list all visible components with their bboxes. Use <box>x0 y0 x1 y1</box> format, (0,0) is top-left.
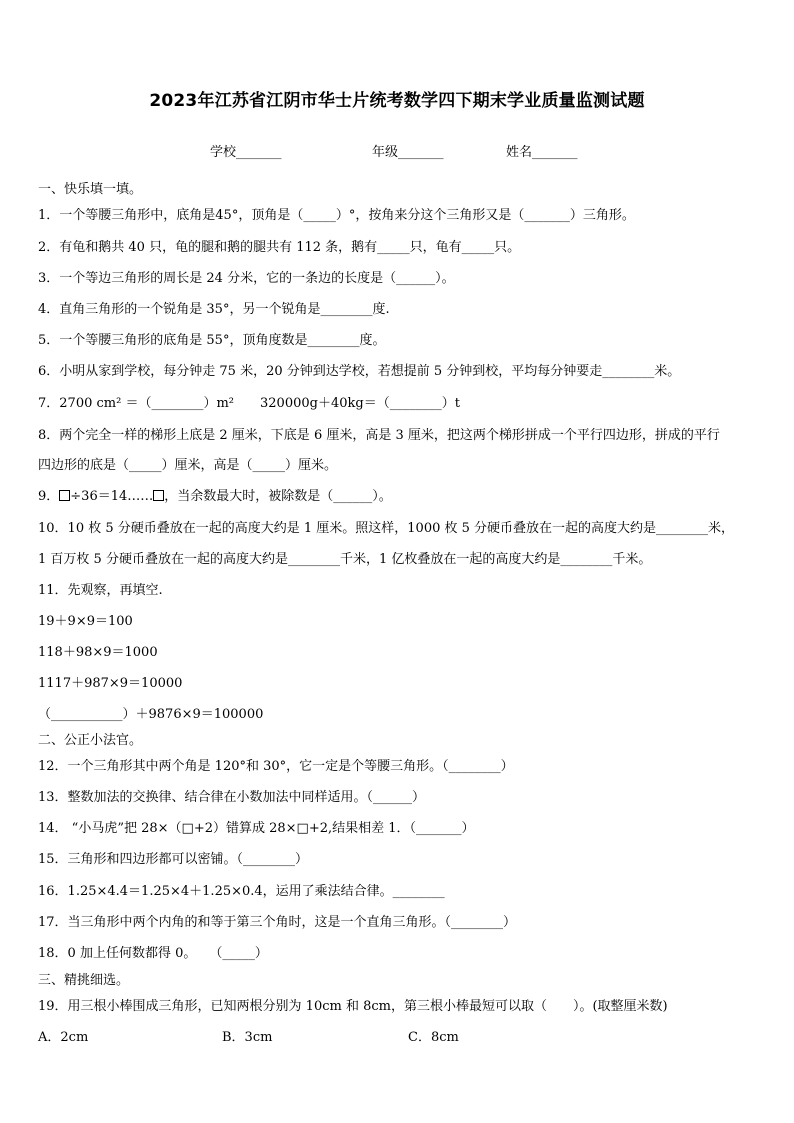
question-14: 14． “小马虎”把 28×（□+2）错算成 28×□+2,结果相差 1．（_______） <box>38 821 475 836</box>
question-4: 4．直角三角形的一个锐角是 35°，另一个锐角是________度. <box>38 302 390 317</box>
question-9-text: ，当余数最大时，被除数是（______）。 <box>164 489 392 504</box>
equation-3: 1117＋987×9＝10000 <box>38 676 183 691</box>
question-7-part-a: 7．2700 cm² ＝（________）m² <box>38 396 234 411</box>
question-7 <box>38 396 758 412</box>
question-5: 5．一个等腰三角形的底角是 55°，顶角度数是________度。 <box>38 333 386 348</box>
question-6: 6．小明从家到学校，每分钟走 75 米，20 分钟到达学校，若想提前 5 分钟到校，平均每分钟要走________米。 <box>38 364 681 379</box>
grade-field: 年级_______ <box>372 145 444 160</box>
question-3: 3．一个等边三角形的周长是 24 分米，它的一条边的长度是（______）。 <box>38 271 455 286</box>
question-18: 18．0 加上任何数都得 0。 （_____） <box>38 946 268 961</box>
option-c[interactable]: C．8cm <box>408 1030 459 1045</box>
question-19: 19．用三根小棒围成三角形，已知两根分别为 10cm 和 8cm，第三根小棒最短可以取（ ）。(取整厘米数) <box>38 999 668 1014</box>
question-1: 1．一个等腰三角形中，底角是45°，顶角是（_____）°，按角来分这个三角形又是（_______）三角形。 <box>38 208 635 223</box>
question-7-part-b: 320000g＋40kg＝（________）t <box>260 396 460 411</box>
equation-4: （___________）＋9876×9＝100000 <box>38 707 264 722</box>
question-9-number: 9． <box>38 489 60 504</box>
equation-2: 118＋98×9＝1000 <box>38 645 158 660</box>
option-a[interactable]: A．2cm <box>38 1030 89 1045</box>
name-field: 姓名_______ <box>506 145 578 160</box>
option-b[interactable]: B．3cm <box>222 1030 273 1045</box>
square-box-icon <box>153 490 164 501</box>
question-12: 12．一个三角形其中两个角是 120°和 30°，它一定是个等腰三角形。（________） <box>38 759 514 774</box>
question-8-line-2: 四边形的底是（_____）厘米，高是（_____）厘米。 <box>38 458 338 473</box>
question-16: 16．1.25×4.4＝1.25×4＋1.25×0.4，运用了乘法结合律。________ <box>38 884 445 899</box>
section-heading-1: 一、快乐填一填。 <box>38 182 143 197</box>
question-9 <box>38 489 392 505</box>
question-10-line-2: 1 百万枚 5 分硬币叠放在一起的高度大约是________千米，1 亿枚叠放在一起的高度大约是________千米。 <box>38 552 652 567</box>
question-2: 2．有龟和鹅共 40 只，龟的腿和鹅的腿共有 112 条，鹅有_____只，龟有_____只。 <box>38 240 521 255</box>
question-19-options <box>38 1030 638 1046</box>
equation-1: 19＋9×9＝100 <box>38 614 133 629</box>
question-13: 13．整数加法的交换律、结合律在小数加法中同样适用。（______） <box>38 790 426 805</box>
question-9-expression: ÷36＝14…… <box>70 489 154 504</box>
section-heading-2: 二、公正小法官。 <box>38 733 143 748</box>
question-17: 17．当三角形中两个内角的和等于第三个角时，这是一个直角三角形。（________） <box>38 915 517 930</box>
square-box-icon <box>59 490 70 501</box>
student-info-row <box>0 141 794 159</box>
school-field: 学校_______ <box>210 145 282 160</box>
question-10-line-1: 10．10 枚 5 分硬币叠放在一起的高度大约是 1 厘米。照这样，1000 枚 5 分硬币叠放在一起的高度大约是________米， <box>38 521 735 536</box>
question-15: 15．三角形和四边形都可以密铺。（________） <box>38 852 309 867</box>
question-8-line-1: 8．两个完全一样的梯形上底是 2 厘米，下底是 6 厘米，高是 3 厘米，把这两个梯形拼成一个平行四边形，拼成的平行 <box>38 428 720 443</box>
question-11: 11．先观察，再填空. <box>38 583 163 598</box>
page-title: 2023年江苏省江阴市华士片统考数学四下期末学业质量监测试题 <box>149 91 645 111</box>
section-heading-3: 三、精挑细选。 <box>38 973 130 988</box>
